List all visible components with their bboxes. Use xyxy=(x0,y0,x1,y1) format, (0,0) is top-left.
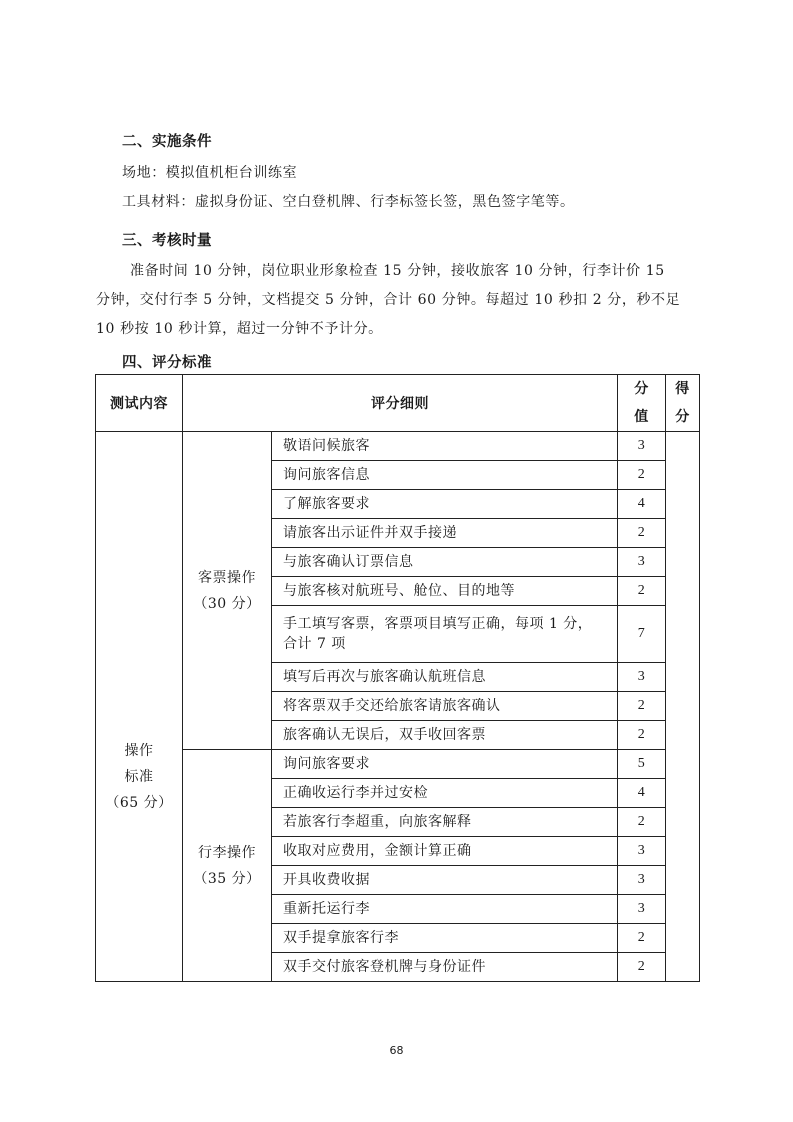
group-ticket-cell xyxy=(183,432,272,750)
major-line-1: 操作 xyxy=(124,742,154,759)
section-heading-time: 三、考核时量 xyxy=(122,233,212,249)
group-baggage-name: 行李操作 xyxy=(198,844,256,861)
group-ticket-points: （30 分） xyxy=(193,595,261,612)
score-value: 3 xyxy=(618,837,666,866)
criteria-item: 将客票双手交还给旅客请旅客确认 xyxy=(272,692,618,721)
score-value: 2 xyxy=(618,577,666,606)
header-score-b: 值 xyxy=(634,409,649,425)
obtained-score-cell xyxy=(666,432,700,982)
score-value: 3 xyxy=(618,663,666,692)
tools-line: 工具材料：虚拟身份证、空白登机牌、行李标签长签，黑色签字笔等。 xyxy=(122,194,575,210)
major-category-cell xyxy=(96,432,183,982)
criteria-item: 重新托运行李 xyxy=(272,895,618,924)
criteria-item: 询问旅客要求 xyxy=(272,750,618,779)
criteria-item: 开具收费收据 xyxy=(272,866,618,895)
criteria-item: 询问旅客信息 xyxy=(272,461,618,490)
criteria-item: 双手提拿旅客行李 xyxy=(272,924,618,953)
criteria-item: 若旅客行李超重，向旅客解释 xyxy=(272,808,618,837)
group-baggage-cell xyxy=(183,750,272,982)
section-heading-criteria: 四、评分标准 xyxy=(122,355,212,371)
header-obtained xyxy=(666,375,700,432)
score-value: 2 xyxy=(618,519,666,548)
score-value: 2 xyxy=(618,953,666,982)
header-got-a: 得 xyxy=(675,381,690,397)
criteria-item: 旅客确认无误后，双手收回客票 xyxy=(272,721,618,750)
score-value: 2 xyxy=(618,808,666,837)
time-paragraph-line-3: 10 秒按 10 秒计算，超过一分钟不予计分。 xyxy=(96,321,383,337)
score-value: 7 xyxy=(618,606,666,663)
score-value: 3 xyxy=(618,866,666,895)
table-row xyxy=(96,750,700,779)
header-got-b: 分 xyxy=(675,409,690,425)
header-test-content: 测试内容 xyxy=(96,375,183,432)
table-row xyxy=(96,432,700,461)
criteria-item: 了解旅客要求 xyxy=(272,490,618,519)
score-value: 4 xyxy=(618,779,666,808)
criteria-item: 正确收运行李并过安检 xyxy=(272,779,618,808)
time-paragraph-line-2: 分钟，交付行李 5 分钟，文档提交 5 分钟，合计 60 分钟。每超过 10 秒扣 2 分，秒不足 xyxy=(96,292,681,308)
criteria-item-multiline xyxy=(272,606,618,663)
criteria-item-line-1: 手工填写客票，客票项目填写正确，每项 1 分， xyxy=(283,616,593,632)
score-value: 3 xyxy=(618,548,666,577)
major-line-3: （65 分） xyxy=(105,794,173,811)
header-score-value xyxy=(618,375,666,432)
time-paragraph-line-1: 准备时间 10 分钟，岗位职业形象检查 15 分钟，接收旅客 10 分钟，行李计价 15 xyxy=(130,263,665,279)
criteria-item: 与旅客核对航班号、舱位、目的地等 xyxy=(272,577,618,606)
major-line-2: 标准 xyxy=(124,768,154,785)
score-value: 4 xyxy=(618,490,666,519)
criteria-item-line-2: 合计 7 项 xyxy=(283,636,346,652)
table-header-row xyxy=(96,375,700,432)
criteria-item: 敬语问候旅客 xyxy=(272,432,618,461)
venue-line: 场地：模拟值机柜台训练室 xyxy=(122,165,298,181)
header-scoring-detail: 评分细则 xyxy=(183,375,618,432)
score-value: 2 xyxy=(618,461,666,490)
criteria-item: 双手交付旅客登机牌与身份证件 xyxy=(272,953,618,982)
group-ticket-name: 客票操作 xyxy=(198,569,256,586)
score-value: 3 xyxy=(618,432,666,461)
scoring-table xyxy=(95,374,700,982)
criteria-item: 请旅客出示证件并双手接递 xyxy=(272,519,618,548)
criteria-item: 与旅客确认订票信息 xyxy=(272,548,618,577)
header-score-a: 分 xyxy=(634,381,649,397)
score-value: 2 xyxy=(618,692,666,721)
section-heading-conditions: 二、实施条件 xyxy=(122,134,212,150)
criteria-item: 填写后再次与旅客确认航班信息 xyxy=(272,663,618,692)
score-value: 2 xyxy=(618,924,666,953)
criteria-item: 收取对应费用，金额计算正确 xyxy=(272,837,618,866)
score-value: 5 xyxy=(618,750,666,779)
page-number: 68 xyxy=(389,1044,404,1057)
score-value: 2 xyxy=(618,721,666,750)
group-baggage-points: （35 分） xyxy=(193,870,261,887)
score-value: 3 xyxy=(618,895,666,924)
